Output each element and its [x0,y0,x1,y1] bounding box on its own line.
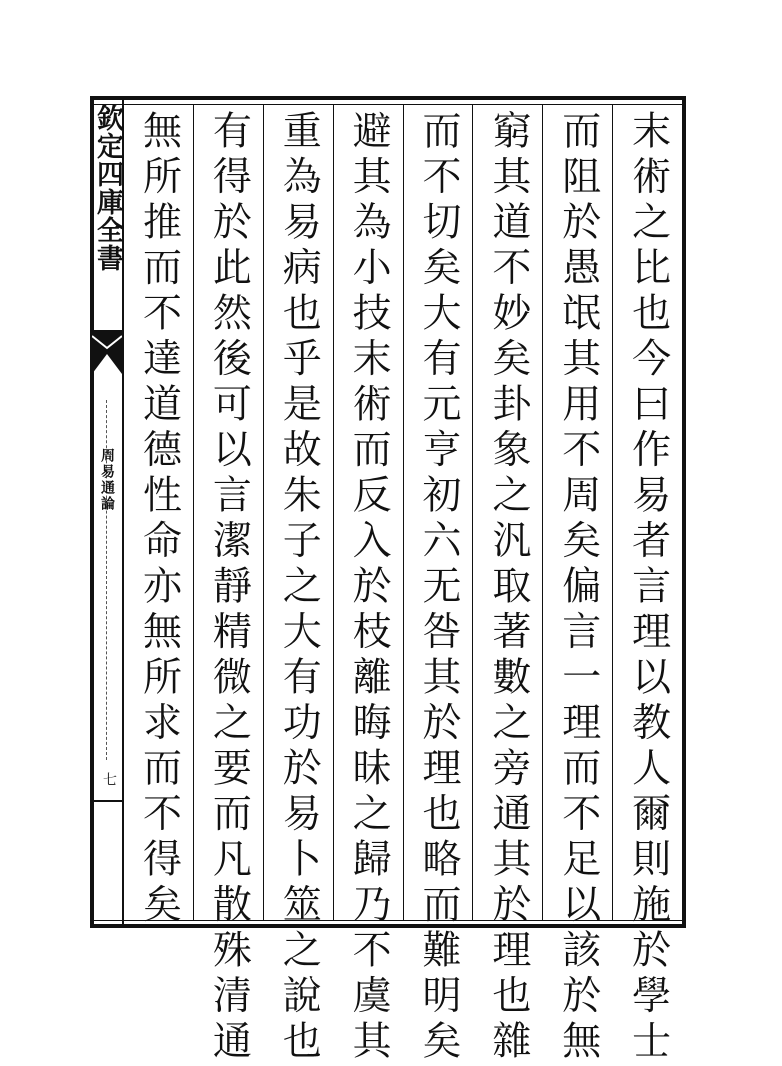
text-column [612,104,682,1066]
page-number: 七 [101,772,117,786]
column-text: 而不切矣大有元亨初六无咎其於理也略而難明矣 [415,110,461,1066]
text-column [124,104,193,929]
column-text: 末術之比也今曰作易者言理以教人爾則施於學士 [625,110,671,1066]
column-text: 避其為小技末術而反入於枝離晦昧之歸乃不虞其 [346,110,392,1066]
column-text: 而阻於愚氓其用不周矣偏言一理而不足以該於無 [555,110,601,1066]
column-text: 窮其道不妙矣卦象之汎取著數之旁通其於理也雜 [485,110,531,1066]
text-column [193,104,263,1066]
column-text: 有得於此然後可以言潔靜精微之要而凡散殊清通 [206,110,252,1066]
fish-tail-ornament-icon [92,330,122,374]
text-column [472,104,542,1066]
page-number-rule [90,800,124,802]
text-body [124,104,682,1066]
text-column [333,104,403,1066]
text-column [403,104,473,1066]
book-title: 欽定四庫全書 [92,104,123,272]
column-text: 重為易病也乎是故朱子之大有功於易卜筮之說也 [276,110,322,1066]
text-column [542,104,612,1066]
section-title: 周易通論 [99,448,115,512]
column-text: 無所推而不達道德性命亦無所求而不得矣 [136,110,182,929]
text-column [263,104,333,1066]
